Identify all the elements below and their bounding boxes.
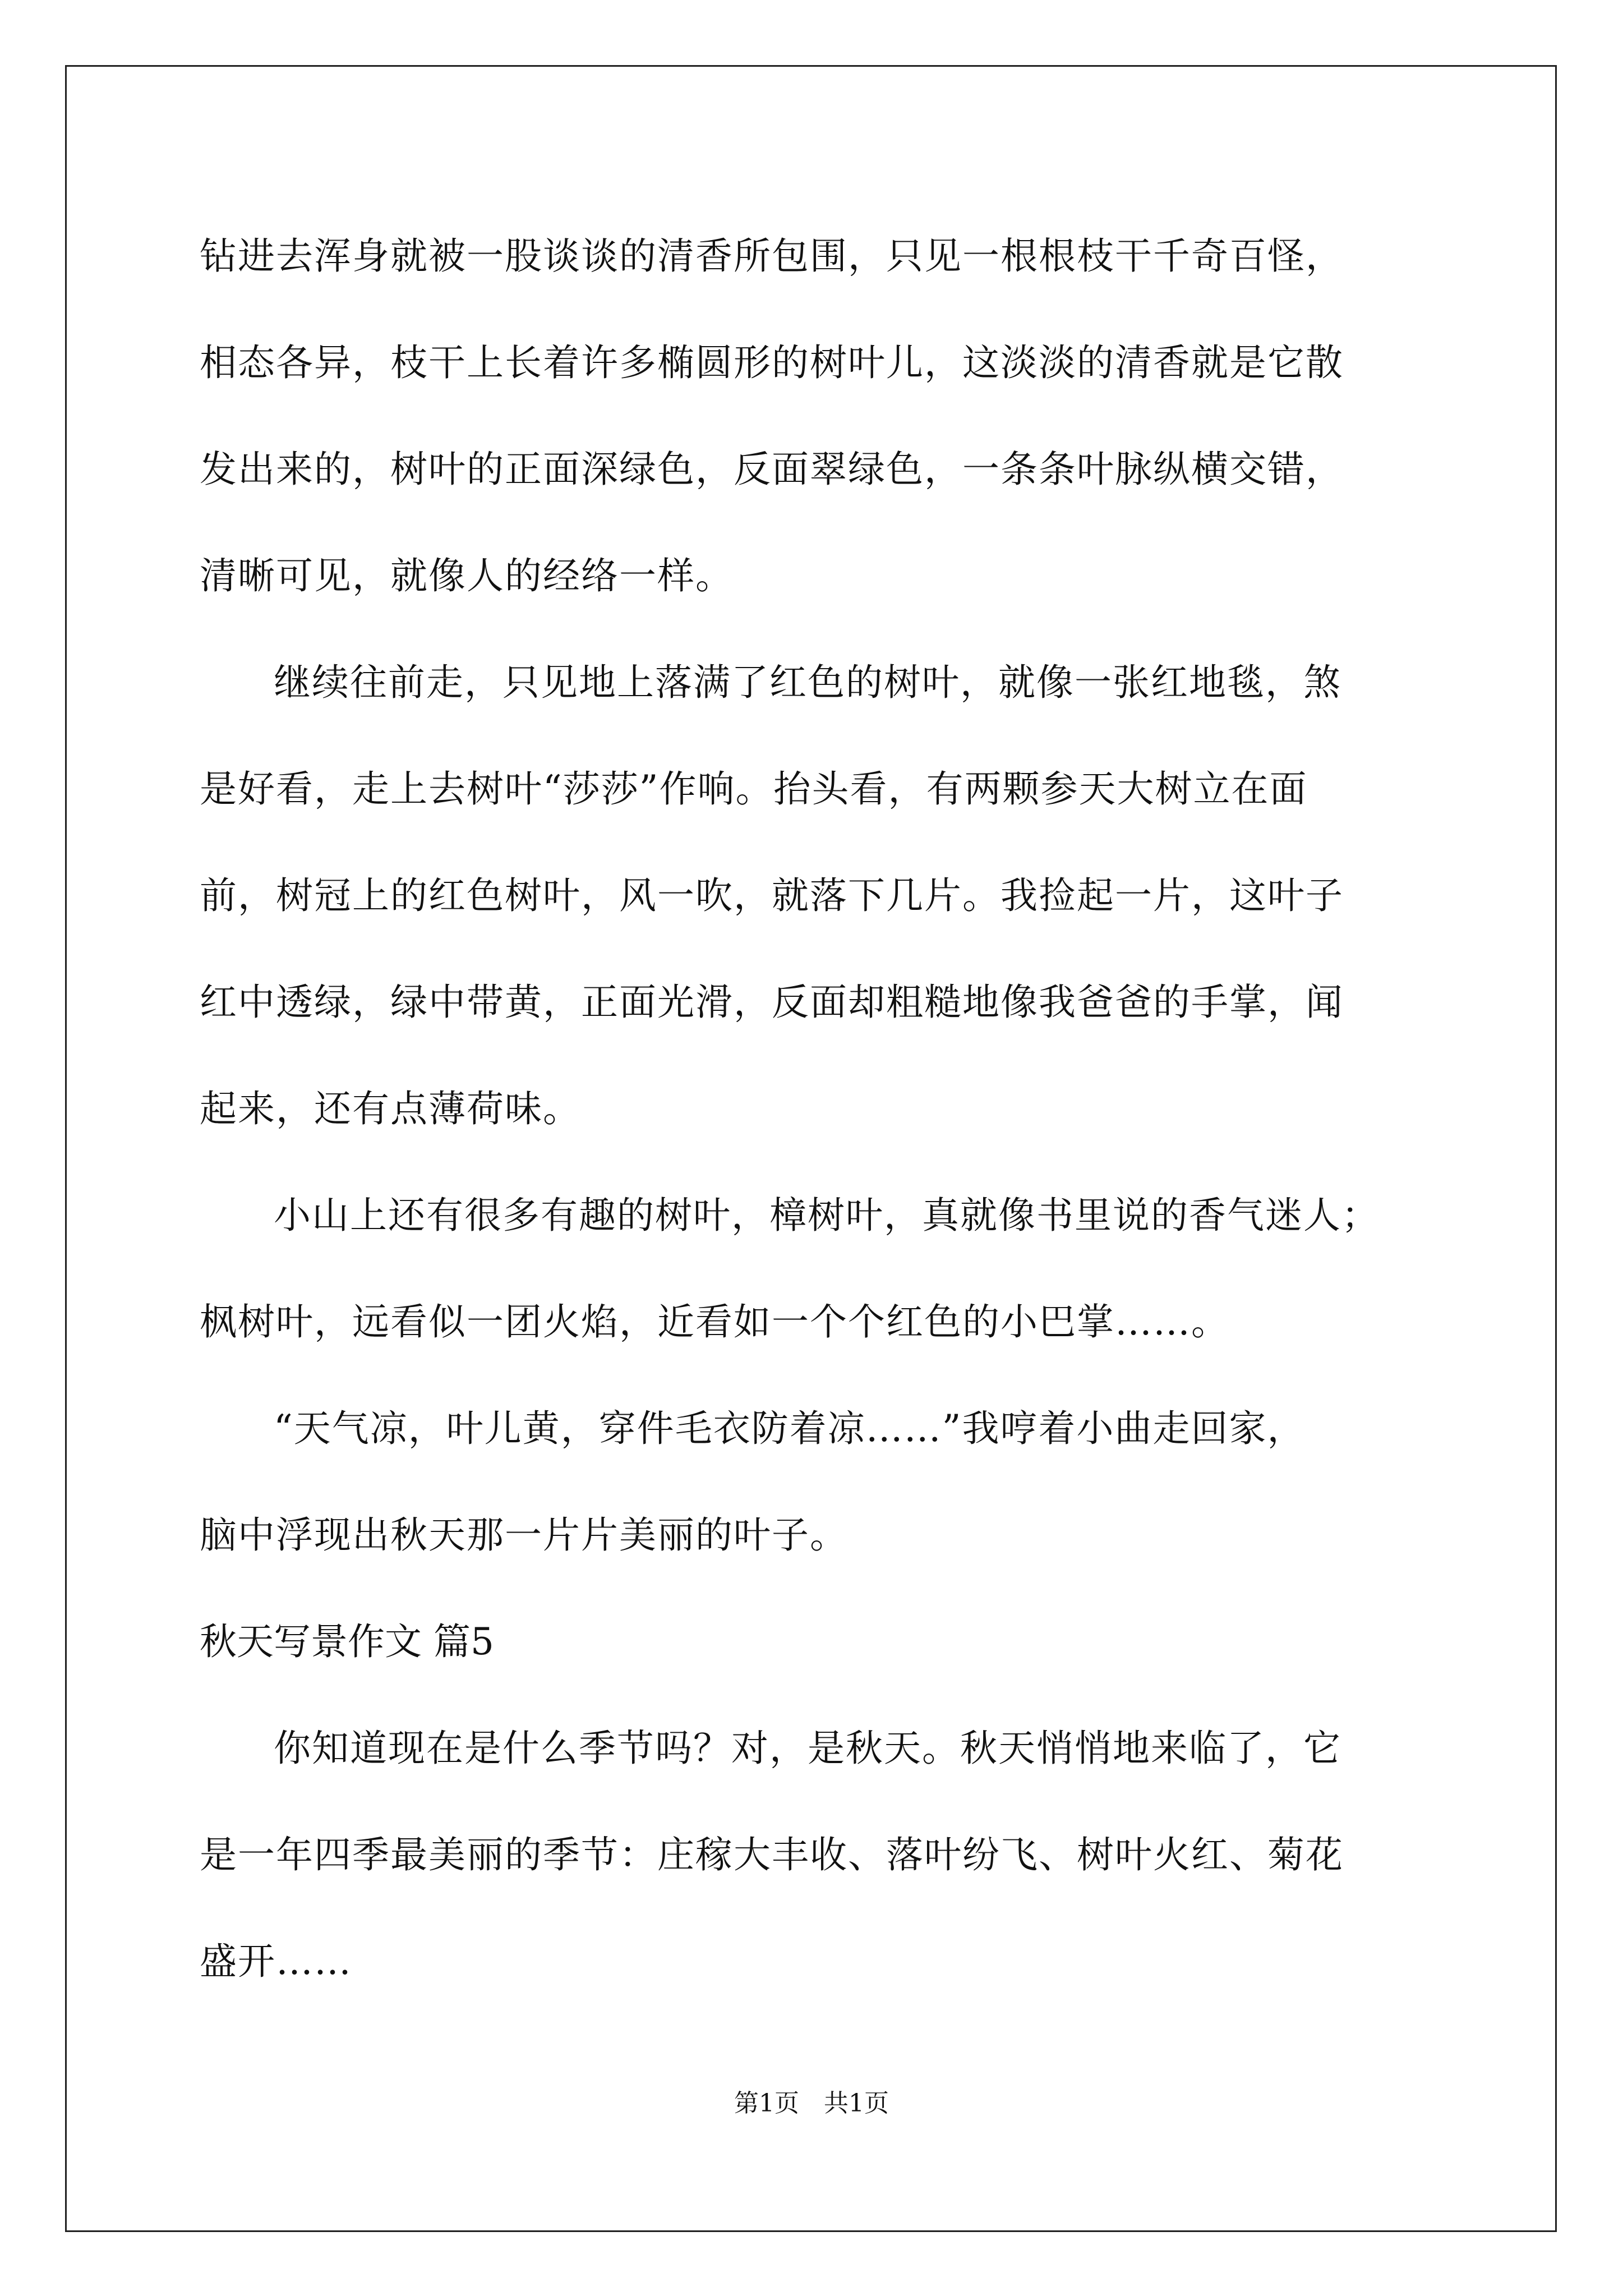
paragraph [200,203,1433,629]
text-line: “天气凉，叶儿黄，穿件毛衣防着凉……”我哼着小曲走回家， [274,1407,1306,1450]
text-line: 盛开…… [200,1940,352,1983]
text-line: 钻进去浑身就被一股谈谈的清香所包围，只见一根根枝干千奇百怪， [200,234,1344,278]
text-line: 你知道现在是什么季节吗？对，是秋天。秋天悄悄地来临了，它 [274,1727,1341,1770]
page-footer: 第1页 共1页 [734,2089,889,2118]
text-line: 是好看，走上去树叶“莎莎”作响。抬头看，有两颗参天大树立在面 [200,767,1308,811]
text-line: 起来，还有点薄荷味。 [200,1087,581,1130]
text-line: 前，树冠上的红色树叶，风一吹，就落下几片。我捡起一片，这叶子 [200,874,1344,917]
text-line: 脑中浮现出秋天那一片片美丽的叶子。 [200,1513,848,1557]
text-line: 小山上还有很多有趣的树叶，樟树叶，真就像书里说的香气迷人； [274,1194,1380,1237]
text-line: 是一年四季最美丽的季节：庄稼大丰收、落叶纷飞、树叶火红、菊花 [200,1833,1344,1876]
text-line: 枫树叶，远看似一团火焰，近看如一个个红色的小巴掌……。 [200,1300,1229,1343]
text-line: 相态各异，枝干上长着许多椭圆形的树叶儿，这淡淡的清香就是它散 [200,341,1344,384]
text-line: 发出来的，树叶的正面深绿色，反面翠绿色，一条条叶脉纵横交错， [200,448,1344,491]
paragraph [200,1375,1433,1589]
paragraph [200,629,1433,1162]
text-line: 红中透绿，绿中带黄，正面光滑，反面却粗糙地像我爸爸的手掌，闻 [200,981,1344,1024]
text-line: 清晰可见，就像人的经络一样。 [200,554,734,597]
paragraph [200,1695,1433,2015]
paragraph [200,1162,1433,1375]
section-heading: 秋天写景作文 篇5 [200,1620,494,1663]
document-body [200,203,1433,2015]
text-line: 继续往前走，只见地上落满了红色的树叶，就像一张红地毯，煞 [274,661,1341,704]
